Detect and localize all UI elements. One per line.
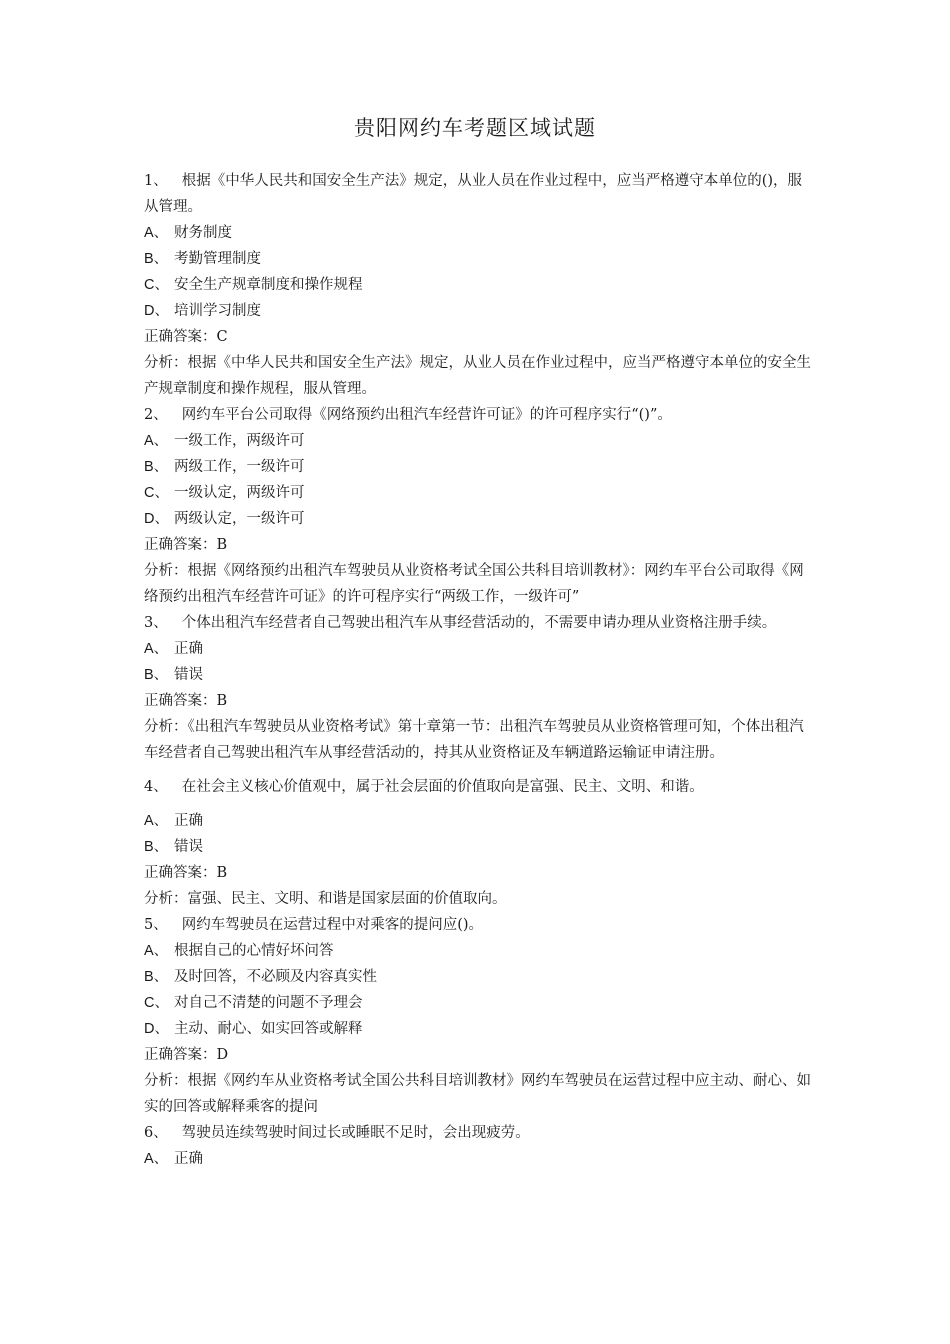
question-block bbox=[144, 610, 814, 766]
option-item: B、 两级工作，一级许可 bbox=[144, 459, 305, 475]
document-title: 贵阳网约车考题区域试题 bbox=[354, 116, 596, 140]
option-item: A、 正确 bbox=[144, 1151, 203, 1167]
question-number: 3、 bbox=[144, 615, 168, 631]
question-number: 4、 bbox=[144, 779, 168, 795]
option-item: A、 正确 bbox=[144, 813, 203, 829]
question-block bbox=[144, 774, 814, 912]
question-block bbox=[144, 1120, 814, 1172]
option-item: C、 一级认定，两级许可 bbox=[144, 485, 305, 501]
option-item: D、 培训学习制度 bbox=[144, 303, 261, 319]
question-block bbox=[144, 402, 814, 610]
question-number: 5、 bbox=[144, 917, 168, 933]
question-block bbox=[144, 912, 814, 1120]
analysis-text: 分析：根据《中华人民共和国安全生产法》规定，从业人员在作业过程中，应当严格遵守本单位的安全生产规章制度和操作规程，服从管理。 bbox=[144, 355, 811, 397]
question-number: 6、 bbox=[144, 1125, 168, 1141]
answer-line: 正确答案：B bbox=[144, 865, 228, 881]
answer-line: 正确答案：D bbox=[144, 1047, 229, 1063]
question-text: 1、 根据《中华人民共和国安全生产法》规定，从业人员在作业过程中，应当严格遵守本单位的()，服从管理。 bbox=[144, 173, 803, 215]
option-item: B、 错误 bbox=[144, 667, 203, 683]
document-body bbox=[144, 168, 814, 1172]
answer-line: 正确答案：C bbox=[144, 329, 228, 345]
option-item: C、 对自己不清楚的问题不予理会 bbox=[144, 995, 363, 1011]
option-item: A、 一级工作，两级许可 bbox=[144, 433, 305, 449]
question-block bbox=[144, 168, 814, 402]
question-text: 6、 驾驶员连续驾驶时间过长或睡眠不足时，会出现疲劳。 bbox=[144, 1125, 530, 1141]
analysis-text: 分析：《出租汽车驾驶员从业资格考试》第十章第一节：出租汽车驾驶员从业资格管理可知，个体出租汽车经营者自己驾驶出租汽车从事经营活动的，持其从业资格证及车辆道路运输证申请注册。 bbox=[144, 719, 804, 761]
option-item: A、 财务制度 bbox=[144, 225, 232, 241]
question-text: 2、 网约车平台公司取得《网络预约出租汽车经营许可证》的许可程序实行“()”。 bbox=[144, 407, 672, 423]
question-text: 4、 在社会主义核心价值观中，属于社会层面的价值取向是富强、民主、文明、和谐。 bbox=[144, 779, 704, 795]
option-item: A、 正确 bbox=[144, 641, 203, 657]
option-item: D、 两级认定，一级许可 bbox=[144, 511, 305, 527]
answer-line: 正确答案：B bbox=[144, 693, 228, 709]
option-item: B、 及时回答，不必顾及内容真实性 bbox=[144, 969, 377, 985]
question-text: 3、 个体出租汽车经营者自己驾驶出租汽车从事经营活动的，不需要申请办理从业资格注册手续。 bbox=[144, 615, 777, 631]
option-item: B、 考勤管理制度 bbox=[144, 251, 261, 267]
question-text: 5、 网约车驾驶员在运营过程中对乘客的提问应()。 bbox=[144, 917, 484, 933]
option-item: C、 安全生产规章制度和操作规程 bbox=[144, 277, 363, 293]
question-number: 1、 bbox=[144, 173, 168, 189]
analysis-text: 分析：根据《网约车从业资格考试全国公共科目培训教材》网约车驾驶员在运营过程中应主动、耐心、如实的回答或解释乘客的提问 bbox=[144, 1073, 811, 1115]
analysis-text: 分析：根据《网络预约出租汽车驾驶员从业资格考试全国公共科目培训教材》：网约车平台公司取得《网络预约出租汽车经营许可证》的许可程序实行“两级工作，一级许可” bbox=[144, 563, 804, 605]
option-item: B、 错误 bbox=[144, 839, 203, 855]
answer-line: 正确答案：B bbox=[144, 537, 228, 553]
question-number: 2、 bbox=[144, 407, 168, 423]
option-item: A、 根据自己的心情好坏问答 bbox=[144, 943, 334, 959]
option-item: D、 主动、耐心、如实回答或解释 bbox=[144, 1021, 363, 1037]
analysis-text: 分析：富强、民主、文明、和谐是国家层面的价值取向。 bbox=[144, 891, 507, 907]
